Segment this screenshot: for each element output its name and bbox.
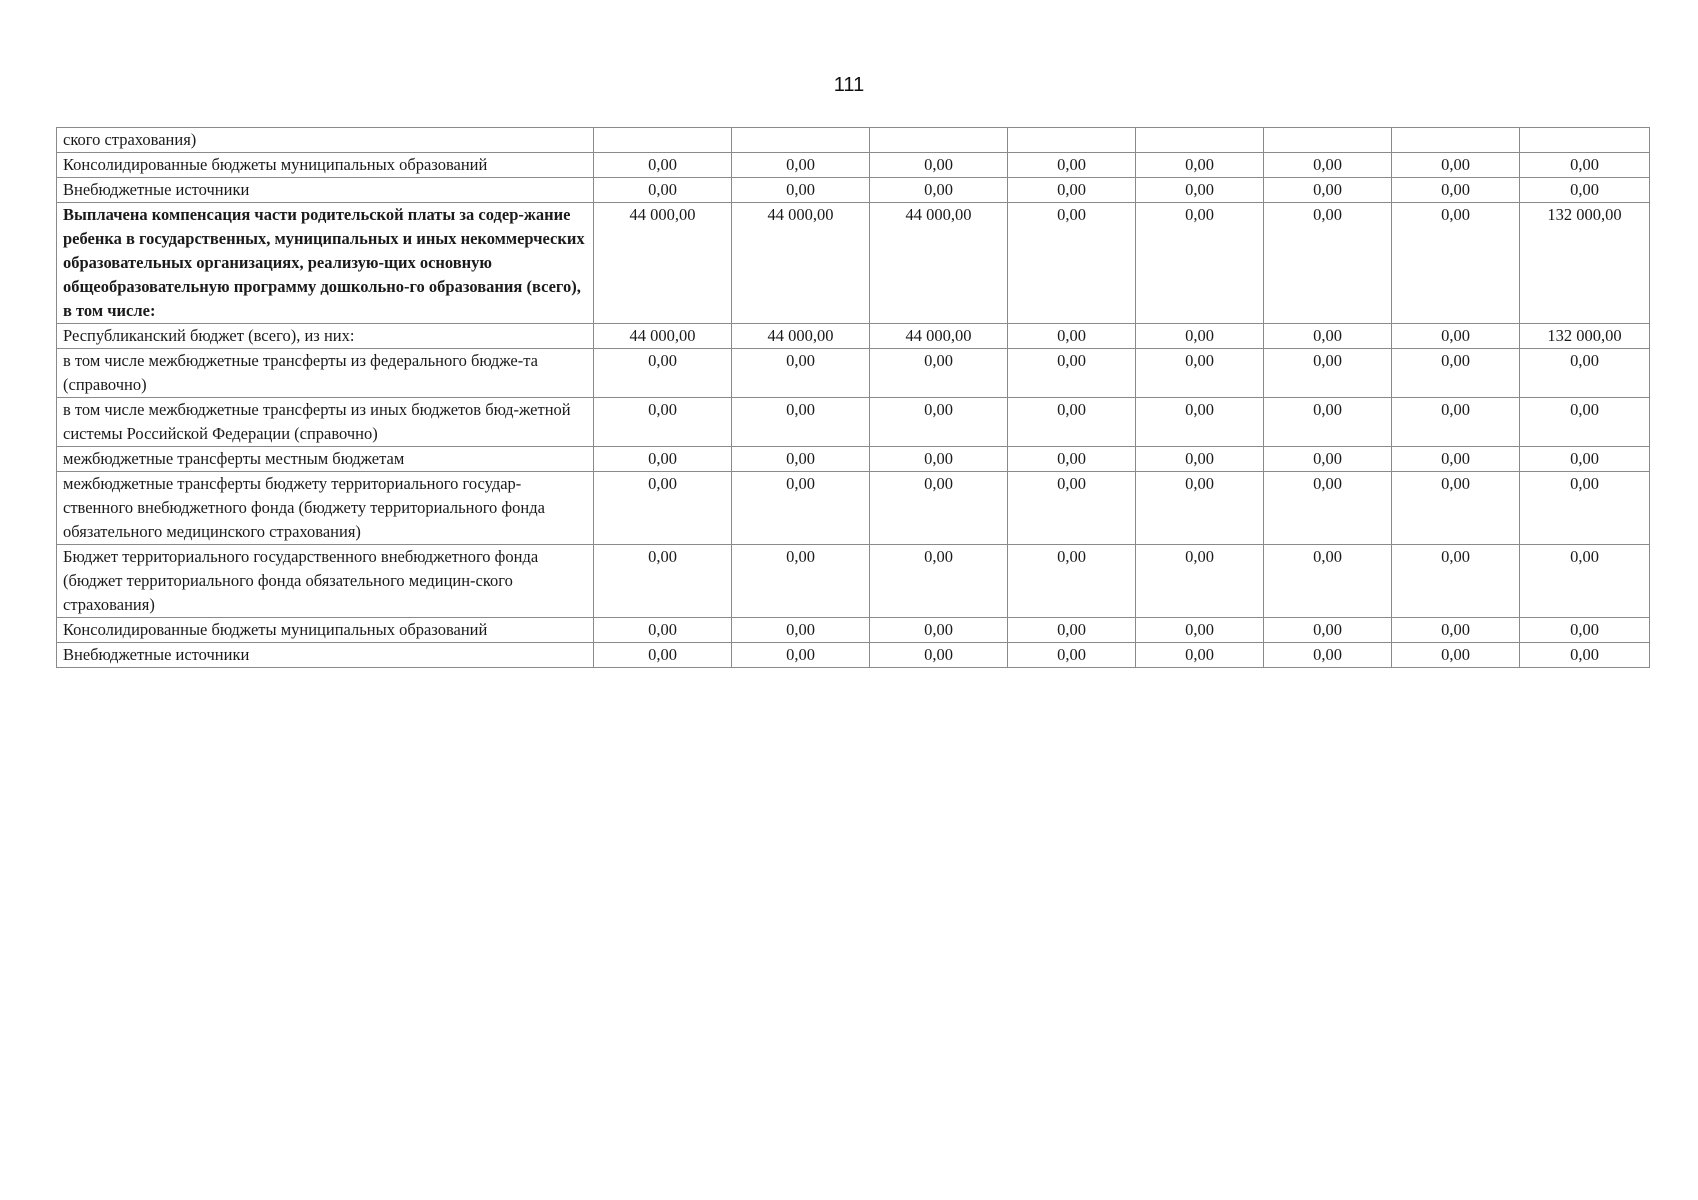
value-cell: 0,00 — [1136, 324, 1264, 349]
value-cell: 0,00 — [1520, 643, 1650, 668]
value-cell: 44 000,00 — [870, 203, 1008, 324]
row-label: Консолидированные бюджеты муниципальных образований — [57, 618, 594, 643]
value-cell — [1264, 128, 1392, 153]
value-cell: 0,00 — [1392, 178, 1520, 203]
value-cell: 0,00 — [1520, 545, 1650, 618]
value-cell: 0,00 — [732, 349, 870, 398]
value-cell: 0,00 — [732, 643, 870, 668]
value-cell: 0,00 — [870, 178, 1008, 203]
value-cell: 0,00 — [594, 472, 732, 545]
value-cell — [594, 128, 732, 153]
table-row — [57, 472, 1650, 545]
value-cell: 0,00 — [1008, 472, 1136, 545]
value-cell: 0,00 — [1392, 643, 1520, 668]
table-row — [57, 153, 1650, 178]
value-cell: 0,00 — [1520, 472, 1650, 545]
value-cell: 0,00 — [1520, 349, 1650, 398]
value-cell: 0,00 — [732, 178, 870, 203]
row-label: в том числе межбюджетные трансферты из федерального бюдже-та (справочно) — [57, 349, 594, 398]
value-cell: 0,00 — [1264, 203, 1392, 324]
row-label: Выплачена компенсация части родительской платы за содер-жание ребенка в государственных, муниципальных и иных некоммерческих образовательных организациях, реализую-щих основную общеобразовательную программу дошкольно-го образования (всего), в том числе: — [57, 203, 594, 324]
value-cell: 0,00 — [870, 643, 1008, 668]
value-cell — [732, 128, 870, 153]
table-row — [57, 643, 1650, 668]
value-cell: 0,00 — [1008, 324, 1136, 349]
value-cell: 0,00 — [1008, 643, 1136, 668]
value-cell: 132 000,00 — [1520, 324, 1650, 349]
row-label: Внебюджетные источники — [57, 643, 594, 668]
value-cell: 0,00 — [1520, 153, 1650, 178]
value-cell — [870, 128, 1008, 153]
value-cell: 0,00 — [1392, 203, 1520, 324]
value-cell — [1136, 128, 1264, 153]
value-cell: 0,00 — [1264, 349, 1392, 398]
value-cell: 0,00 — [594, 447, 732, 472]
value-cell: 0,00 — [870, 545, 1008, 618]
value-cell: 44 000,00 — [594, 203, 732, 324]
row-label: Внебюджетные источники — [57, 178, 594, 203]
value-cell: 0,00 — [1136, 447, 1264, 472]
value-cell: 0,00 — [1008, 447, 1136, 472]
value-cell — [1008, 128, 1136, 153]
row-label: Бюджет территориального государственного внебюджетного фонда (бюджет территориального фонда обязательного медицин-ского страхования) — [57, 545, 594, 618]
value-cell: 0,00 — [1136, 545, 1264, 618]
value-cell: 0,00 — [732, 398, 870, 447]
value-cell: 0,00 — [732, 447, 870, 472]
value-cell: 0,00 — [1136, 153, 1264, 178]
value-cell: 0,00 — [870, 447, 1008, 472]
value-cell: 0,00 — [1136, 398, 1264, 447]
value-cell: 0,00 — [1392, 447, 1520, 472]
value-cell: 0,00 — [732, 153, 870, 178]
value-cell: 0,00 — [1008, 618, 1136, 643]
value-cell: 0,00 — [870, 153, 1008, 178]
table-row — [57, 618, 1650, 643]
value-cell: 0,00 — [1136, 349, 1264, 398]
value-cell: 0,00 — [732, 545, 870, 618]
value-cell: 0,00 — [1136, 472, 1264, 545]
budget-table — [56, 127, 1650, 668]
value-cell — [1520, 128, 1650, 153]
value-cell: 0,00 — [1392, 349, 1520, 398]
value-cell: 0,00 — [594, 153, 732, 178]
table-row — [57, 447, 1650, 472]
table-body — [57, 128, 1650, 668]
value-cell: 0,00 — [1520, 618, 1650, 643]
value-cell: 132 000,00 — [1520, 203, 1650, 324]
row-label: Республиканский бюджет (всего), из них: — [57, 324, 594, 349]
value-cell: 0,00 — [1264, 178, 1392, 203]
value-cell: 0,00 — [594, 349, 732, 398]
value-cell: 0,00 — [594, 398, 732, 447]
table-row — [57, 349, 1650, 398]
value-cell: 0,00 — [1264, 398, 1392, 447]
value-cell: 0,00 — [594, 178, 732, 203]
value-cell: 0,00 — [594, 643, 732, 668]
value-cell: 0,00 — [732, 472, 870, 545]
value-cell: 0,00 — [1264, 545, 1392, 618]
value-cell: 0,00 — [594, 545, 732, 618]
value-cell: 0,00 — [870, 349, 1008, 398]
row-label: межбюджетные трансферты бюджету территориального государ-ственного внебюджетного фонда (бюджету территориального фонда обязательного медицинского страхования) — [57, 472, 594, 545]
value-cell: 0,00 — [1264, 324, 1392, 349]
table-row-section-total — [57, 203, 1650, 324]
value-cell: 44 000,00 — [870, 324, 1008, 349]
value-cell: 0,00 — [870, 472, 1008, 545]
value-cell: 0,00 — [1520, 178, 1650, 203]
value-cell: 0,00 — [1264, 643, 1392, 668]
value-cell: 0,00 — [1392, 618, 1520, 643]
value-cell: 0,00 — [1264, 153, 1392, 178]
value-cell: 0,00 — [594, 618, 732, 643]
value-cell: 0,00 — [1136, 178, 1264, 203]
value-cell: 0,00 — [1008, 349, 1136, 398]
table-row — [57, 128, 1650, 153]
value-cell: 0,00 — [1520, 398, 1650, 447]
row-label: межбюджетные трансферты местным бюджетам — [57, 447, 594, 472]
value-cell: 0,00 — [1008, 398, 1136, 447]
value-cell: 0,00 — [1520, 447, 1650, 472]
table-row — [57, 398, 1650, 447]
value-cell: 0,00 — [1008, 153, 1136, 178]
value-cell: 0,00 — [870, 618, 1008, 643]
row-label: ского страхования) — [57, 128, 594, 153]
value-cell: 44 000,00 — [594, 324, 732, 349]
value-cell: 0,00 — [1392, 398, 1520, 447]
row-label: Консолидированные бюджеты муниципальных образований — [57, 153, 594, 178]
value-cell: 0,00 — [1136, 203, 1264, 324]
value-cell: 0,00 — [1264, 447, 1392, 472]
table-row — [57, 545, 1650, 618]
value-cell: 0,00 — [1008, 203, 1136, 324]
value-cell: 0,00 — [1264, 472, 1392, 545]
value-cell: 44 000,00 — [732, 324, 870, 349]
value-cell: 0,00 — [1392, 545, 1520, 618]
value-cell: 44 000,00 — [732, 203, 870, 324]
row-label: в том числе межбюджетные трансферты из иных бюджетов бюд-жетной системы Российской Федерации (справочно) — [57, 398, 594, 447]
value-cell: 0,00 — [870, 398, 1008, 447]
value-cell: 0,00 — [1392, 324, 1520, 349]
value-cell — [1392, 128, 1520, 153]
value-cell: 0,00 — [732, 618, 870, 643]
value-cell: 0,00 — [1136, 643, 1264, 668]
table-row — [57, 324, 1650, 349]
value-cell: 0,00 — [1264, 618, 1392, 643]
table-row — [57, 178, 1650, 203]
value-cell: 0,00 — [1008, 178, 1136, 203]
value-cell: 0,00 — [1392, 472, 1520, 545]
value-cell: 0,00 — [1008, 545, 1136, 618]
value-cell: 0,00 — [1392, 153, 1520, 178]
value-cell: 0,00 — [1136, 618, 1264, 643]
page-number: 111 — [833, 74, 865, 96]
